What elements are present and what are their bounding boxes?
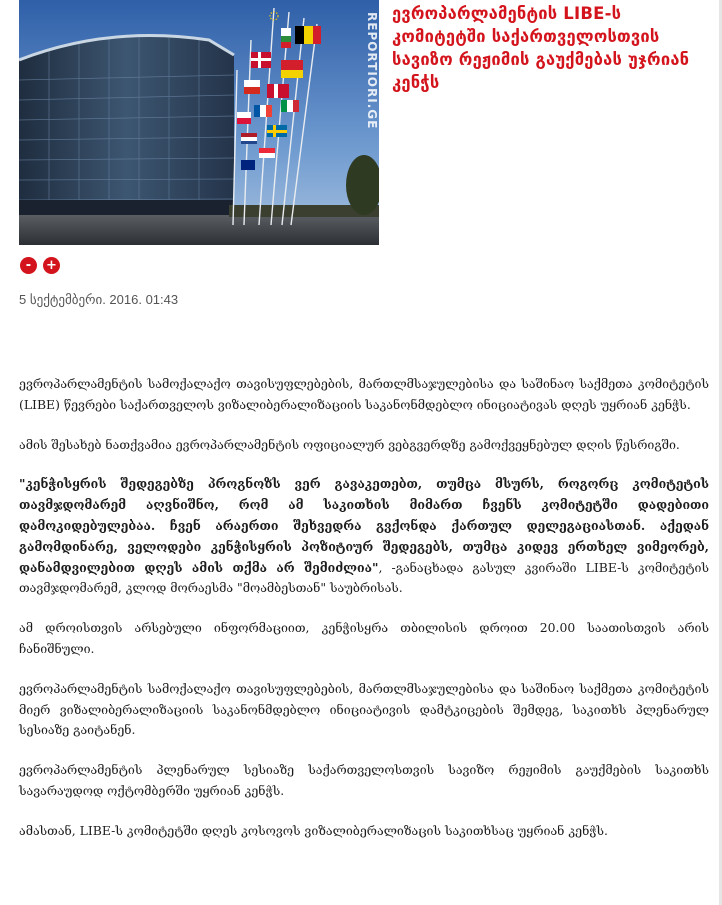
hero-image-european-parliament [19, 0, 379, 245]
font-size-controls [20, 257, 60, 274]
article-paragraph-5: ევროპარლამენტის სამოქალაქო თავისუფლებების, მართლმსაჯულებისა და საშინაო საქმეთა კომიტეტის მიერ ვიზალიბერალიზაციის საკანონმდებლო ინიციატივის დამტკიცების შემდეგ, საკითხს პლენარულ სესიაზე გაიტანენ. [19, 680, 709, 738]
article-paragraph-3 [19, 474, 709, 599]
article-paragraph-4: ამ დროისთვის არსებული ინფორმაციით, კენჭისყრა თბილისის დროით 20.00 საათისთვის არის ჩანიშნული. [19, 620, 709, 656]
article-paragraph-7: ამასთან, LIBE-ს კომიტეტში დღეს კოსოვოს ვიზალიბერალიზაცის საკითხსაც უყრიან კენჭს. [19, 822, 608, 838]
watermark-text: REPORTIORI.GE [365, 12, 379, 130]
article-headline: ევროპარლამენტის LIBE-ს კომიტეტში საქართველოსთვის სავიზო რეჟიმის გაუქმებას უჯრიან კენჭს [392, 4, 690, 92]
article-paragraph-6: ევროპარლამენტის პლენარულ სესიაზე საქართველოსთვის სავიზო რეჟიმის გაუქმების საკითხს სავარაუდოდ ოქტომბერში უყრიან კენჭს. [19, 762, 709, 798]
font-decrease-button[interactable]: - [20, 257, 37, 274]
article-paragraph-2: ამის შესახებ ნათქვამია ევროპარლამენტის ოფიციალურ ვებგვერდზე გამოქვეყნებულ დღის წესრიგში. [19, 436, 680, 452]
article-quote-attribution: , -განაცხადა გასულ კვირაში LIBE-ს კომიტეტის თავმჯდომარემ, კლოდ მორაესმა "მოამბესთან" საუბრისას. [19, 559, 709, 596]
font-increase-button[interactable]: + [43, 257, 60, 274]
article-quote: "კენჭისყრის შედეგებზე პროგნოზს ვერ გავაკეთებთ, თუმცა მსურს, როგორც კომიტეტის თავმჯდომარემ აღვნიშნო, რომ ამ საკითხის მიმართ ჩვენს კომიტეტში დადებითი დამოკიდებულებაა. ჩვენ არაერთი შეხვედრა გვქონდა ქართულ დელეგაციასთან. აქედან გამომდინარე, ველოდები კენჭისყრის პოზიტიურ შედეგებს, თუმცა კიდევ ერთხელ ვიმეორებ, დანამდვილებით დღეს ამის თქმა არ შემიძლია" [19, 476, 709, 575]
article-body [19, 374, 709, 861]
article-paragraph-1: ევროპარლამენტის სამოქალაქო თავისუფლებების, მართლმსაჯულებისა და საშინაო საქმეთა კომიტეტის (LIBE) წევრები საქართველოს ვიზალიბერალიზაციის საკანონმდებლო ინიციატივას დღეს უყრიან კენჭს. [19, 376, 709, 412]
publish-date: 5 სექტემბერი. 2016. 01:43 [19, 292, 179, 307]
